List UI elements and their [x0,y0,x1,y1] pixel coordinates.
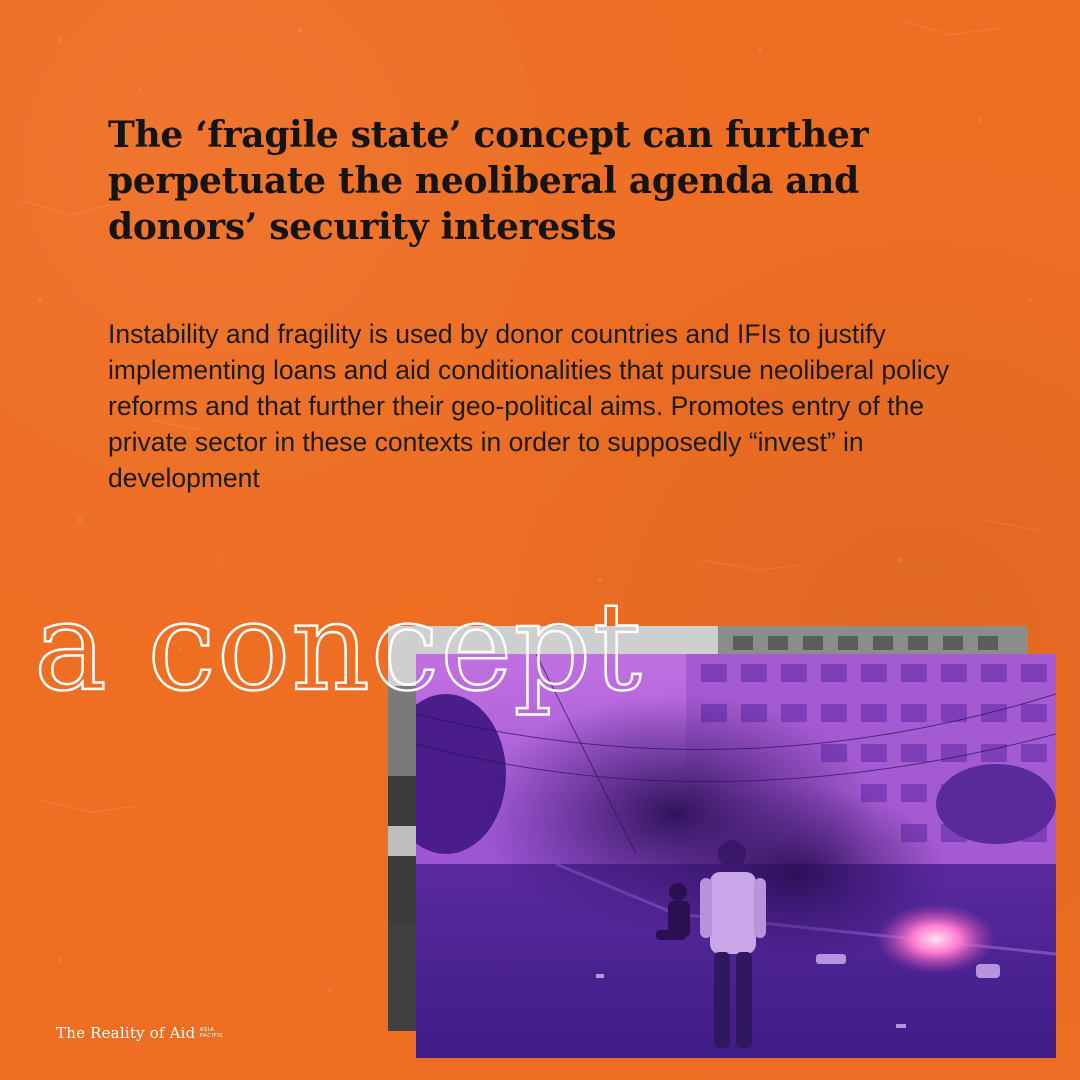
headline: The ‘fragile state’ concept can further perpetuate the neoliberal agenda and donors’ security interests [108,114,869,248]
body-paragraph: Instability and fragility is used by donor countries and IFIs to justify implementing loans and aid conditionalities that pursue neoliberal policy reforms and that further their geo-political aims. Promotes entry of the private sector in these contexts in order to supposedly “invest” in development [108,319,950,493]
outline-overlay-word: a concept [34,576,643,718]
brand-region-line2: PACIFIC [199,1033,224,1039]
brand-region-line1: ASIA [199,1027,215,1033]
brand-name: The Reality of Aid [56,1024,196,1042]
brand-region [199,1027,223,1039]
brand-logo [56,1018,224,1048]
